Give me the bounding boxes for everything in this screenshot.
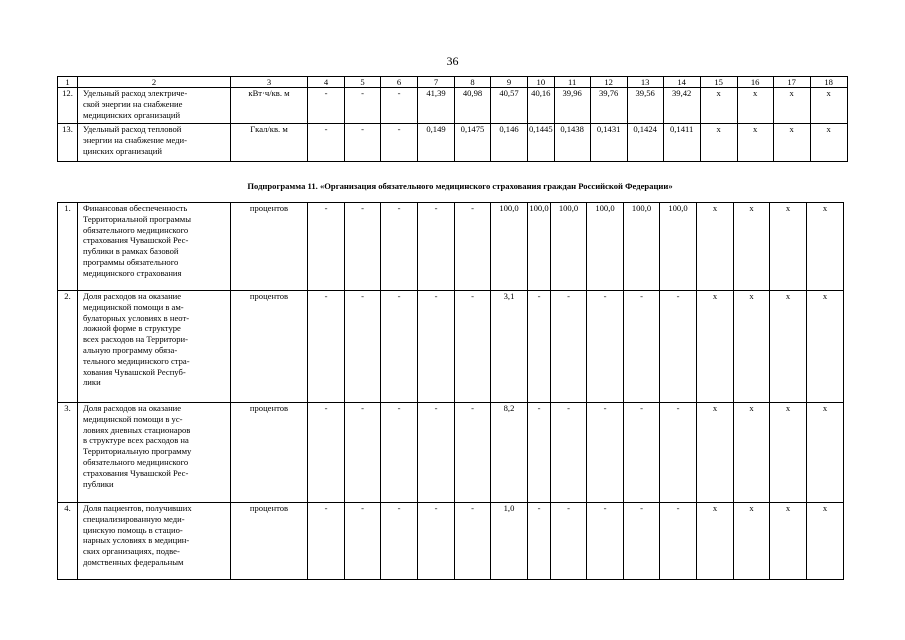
table-row (58, 203, 844, 291)
unit-cell: Гкал/кв. м (231, 124, 308, 162)
value-cell: - (381, 88, 418, 124)
indicator-name-line: хования Чувашской Респуб- (83, 366, 186, 377)
indicator-name-line: медицинских организаций (83, 109, 181, 120)
unit-cell: процентов (231, 203, 308, 291)
indicator-name-line: медицинской помощи в ам- (83, 301, 184, 312)
value-cell: 40,98 (455, 88, 491, 124)
unit-cell: процентов (231, 291, 308, 403)
value-cell: 0,146 (491, 124, 528, 162)
value-cell: 0,1411 (663, 124, 700, 162)
indicator-name (78, 203, 231, 291)
value-cell: - (308, 88, 345, 124)
column-number: 14 (663, 77, 700, 88)
column-number: 18 (810, 77, 847, 88)
value-cell: - (551, 403, 587, 503)
indicator-name-line: Доля пациентов, получивших (83, 503, 192, 513)
value-cell: - (418, 203, 455, 291)
value-cell: 39,56 (627, 88, 663, 124)
indicator-name-line: булаторных условиях в неот- (83, 312, 190, 323)
unit-cell: процентов (231, 503, 308, 580)
value-cell: - (345, 291, 381, 403)
indicator-name-line: ловиях дневных стационаров (83, 424, 191, 435)
value-cell: x (770, 291, 807, 403)
column-number: 2 (78, 77, 231, 88)
column-number-header (58, 77, 848, 88)
indicators-table-subprogram-11 (57, 202, 844, 580)
indicator-name-line: специализированную меди- (83, 513, 185, 524)
table-row (58, 403, 844, 503)
value-cell: x (773, 124, 810, 162)
indicator-name-line: публики в рамках базовой (83, 246, 179, 257)
value-cell: - (381, 503, 418, 580)
indicator-name-line: страхования Чувашской Рес- (83, 467, 189, 478)
value-cell: x (770, 403, 807, 503)
indicator-name (78, 88, 231, 124)
indicator-name-line: альную программу обяза- (83, 344, 178, 355)
value-cell: x (700, 88, 737, 124)
value-cell: x (773, 88, 810, 124)
value-cell: 0,1438 (554, 124, 590, 162)
value-cell: - (455, 503, 491, 580)
indicator-name-line: Территориальную программу (83, 446, 192, 457)
indicator-name-line: всех расходов на Территори- (83, 334, 188, 345)
value-cell: x (770, 203, 807, 291)
value-cell: x (697, 203, 734, 291)
row-number: 4. (58, 503, 78, 580)
column-number: 13 (627, 77, 663, 88)
value-cell: - (308, 203, 345, 291)
value-cell: - (418, 403, 455, 503)
value-cell: - (528, 503, 551, 580)
value-cell: x (807, 203, 844, 291)
value-cell: x (737, 88, 773, 124)
value-cell: x (697, 503, 734, 580)
value-cell: - (551, 291, 587, 403)
value-cell: - (308, 503, 345, 580)
value-cell: 3,1 (491, 291, 528, 403)
indicator-name-line: публики (83, 478, 114, 489)
value-cell: 39,42 (663, 88, 700, 124)
value-cell: - (624, 291, 660, 403)
indicator-name-line: домственных федеральным (83, 556, 184, 567)
value-cell: - (455, 203, 491, 291)
value-cell: - (381, 124, 418, 162)
value-cell: x (700, 124, 737, 162)
value-cell: - (381, 291, 418, 403)
value-cell: 100,0 (528, 203, 551, 291)
indicator-name (78, 124, 231, 162)
column-number: 3 (231, 77, 308, 88)
indicator-name-line: лики (83, 377, 101, 388)
value-cell: 100,0 (624, 203, 660, 291)
value-cell: x (770, 503, 807, 580)
value-cell: - (587, 403, 624, 503)
row-number: 3. (58, 403, 78, 503)
value-cell: - (308, 124, 345, 162)
value-cell: - (418, 291, 455, 403)
indicator-name-line: тельного медицинского стра- (83, 355, 190, 366)
indicator-name-line: обязательного медицинского (83, 224, 189, 235)
column-number: 4 (308, 77, 345, 88)
value-cell: - (660, 503, 697, 580)
indicator-name-line: в структуре всех расходов на (83, 435, 189, 446)
column-number: 5 (345, 77, 381, 88)
indicator-name-line: Территориальной программы (83, 213, 191, 224)
column-number: 9 (491, 77, 528, 88)
indicator-name-line: медицинской помощи в ус- (83, 413, 183, 424)
table-row (58, 88, 848, 124)
value-cell: 0,1445 (528, 124, 555, 162)
value-cell: x (734, 503, 770, 580)
indicator-name (78, 403, 231, 503)
value-cell: x (697, 403, 734, 503)
value-cell: - (345, 88, 381, 124)
value-cell: 0,1424 (627, 124, 663, 162)
value-cell: - (308, 403, 345, 503)
value-cell: 100,0 (551, 203, 587, 291)
value-cell: - (624, 503, 660, 580)
value-cell: 8,2 (491, 403, 528, 503)
value-cell: 100,0 (587, 203, 624, 291)
column-number: 8 (455, 77, 491, 88)
indicators-table-top (57, 76, 848, 162)
indicator-name-line: программы обязательного (83, 256, 179, 267)
value-cell: 1,0 (491, 503, 528, 580)
value-cell: 39,96 (554, 88, 590, 124)
value-cell: - (381, 203, 418, 291)
column-number: 11 (554, 77, 590, 88)
value-cell: x (734, 403, 770, 503)
value-cell: - (528, 403, 551, 503)
value-cell: - (418, 503, 455, 580)
value-cell: x (807, 291, 844, 403)
indicator-name-line: энергии на снабжение меди- (83, 134, 187, 145)
value-cell: 100,0 (660, 203, 697, 291)
value-cell: 100,0 (491, 203, 528, 291)
value-cell: 40,16 (528, 88, 555, 124)
table-row (58, 124, 848, 162)
unit-cell: процентов (231, 403, 308, 503)
indicator-name-line: Доля расходов на оказание (83, 403, 182, 413)
value-cell: - (345, 503, 381, 580)
page-number: 36 (446, 54, 459, 68)
indicator-name (78, 291, 231, 403)
row-number: 12. (58, 88, 78, 124)
value-cell: - (660, 403, 697, 503)
column-number: 15 (700, 77, 737, 88)
value-cell: - (528, 291, 551, 403)
indicator-name-line: Доля расходов на оказание (83, 291, 182, 301)
unit-cell: кВт·ч/кв. м (231, 88, 308, 124)
value-cell: - (624, 403, 660, 503)
indicator-name (78, 503, 231, 580)
value-cell: x (734, 203, 770, 291)
indicator-name-line: нарных условиях в медицин- (83, 535, 190, 546)
value-cell: x (807, 403, 844, 503)
column-number: 12 (590, 77, 627, 88)
column-number: 10 (528, 77, 555, 88)
value-cell: - (587, 503, 624, 580)
indicator-name-line: ложной форме в структуре (83, 323, 181, 334)
value-cell: - (308, 291, 345, 403)
table-row (58, 291, 844, 403)
indicator-name-line: Финансовая обеспеченность (83, 203, 188, 213)
value-cell: - (381, 403, 418, 503)
value-cell: 0,1475 (455, 124, 491, 162)
value-cell: x (810, 88, 847, 124)
indicator-name-line: ских организациях, подве- (83, 546, 180, 557)
value-cell: 41,39 (418, 88, 455, 124)
table-row (58, 503, 844, 580)
indicator-name-line: цинских организаций (83, 145, 162, 156)
indicator-name-line: Удельный расход электриче- (83, 88, 188, 98)
value-cell: 40,57 (491, 88, 528, 124)
column-number: 1 (58, 77, 78, 88)
column-number: 16 (737, 77, 773, 88)
value-cell: x (697, 291, 734, 403)
column-number: 6 (381, 77, 418, 88)
row-number: 13. (58, 124, 78, 162)
value-cell: - (455, 291, 491, 403)
value-cell: x (737, 124, 773, 162)
value-cell: 0,1431 (590, 124, 627, 162)
value-cell: x (807, 503, 844, 580)
column-number: 17 (773, 77, 810, 88)
indicator-name-line: обязательного медицинского (83, 456, 189, 467)
value-cell: x (810, 124, 847, 162)
row-number: 1. (58, 203, 78, 291)
subprogram-title: Подпрограмма 11. «Организация обязательного медицинского страхования граждан Российской Федерации» (247, 181, 673, 191)
value-cell: - (345, 124, 381, 162)
value-cell: - (345, 203, 381, 291)
value-cell: - (587, 291, 624, 403)
indicator-name-line: цинскую помощь в стацио- (83, 524, 183, 535)
row-number: 2. (58, 291, 78, 403)
value-cell: - (455, 403, 491, 503)
value-cell: 39,76 (590, 88, 627, 124)
column-number: 7 (418, 77, 455, 88)
value-cell: x (734, 291, 770, 403)
value-cell: - (551, 503, 587, 580)
indicator-name-line: Удельный расход тепловой (83, 124, 182, 134)
indicator-name-line: медицинского страхования (83, 267, 182, 278)
value-cell: 0,149 (418, 124, 455, 162)
indicator-name-line: страхования Чувашской Рес- (83, 235, 189, 246)
value-cell: - (660, 291, 697, 403)
value-cell: - (345, 403, 381, 503)
indicator-name-line: ской энергии на снабжение (83, 98, 183, 109)
